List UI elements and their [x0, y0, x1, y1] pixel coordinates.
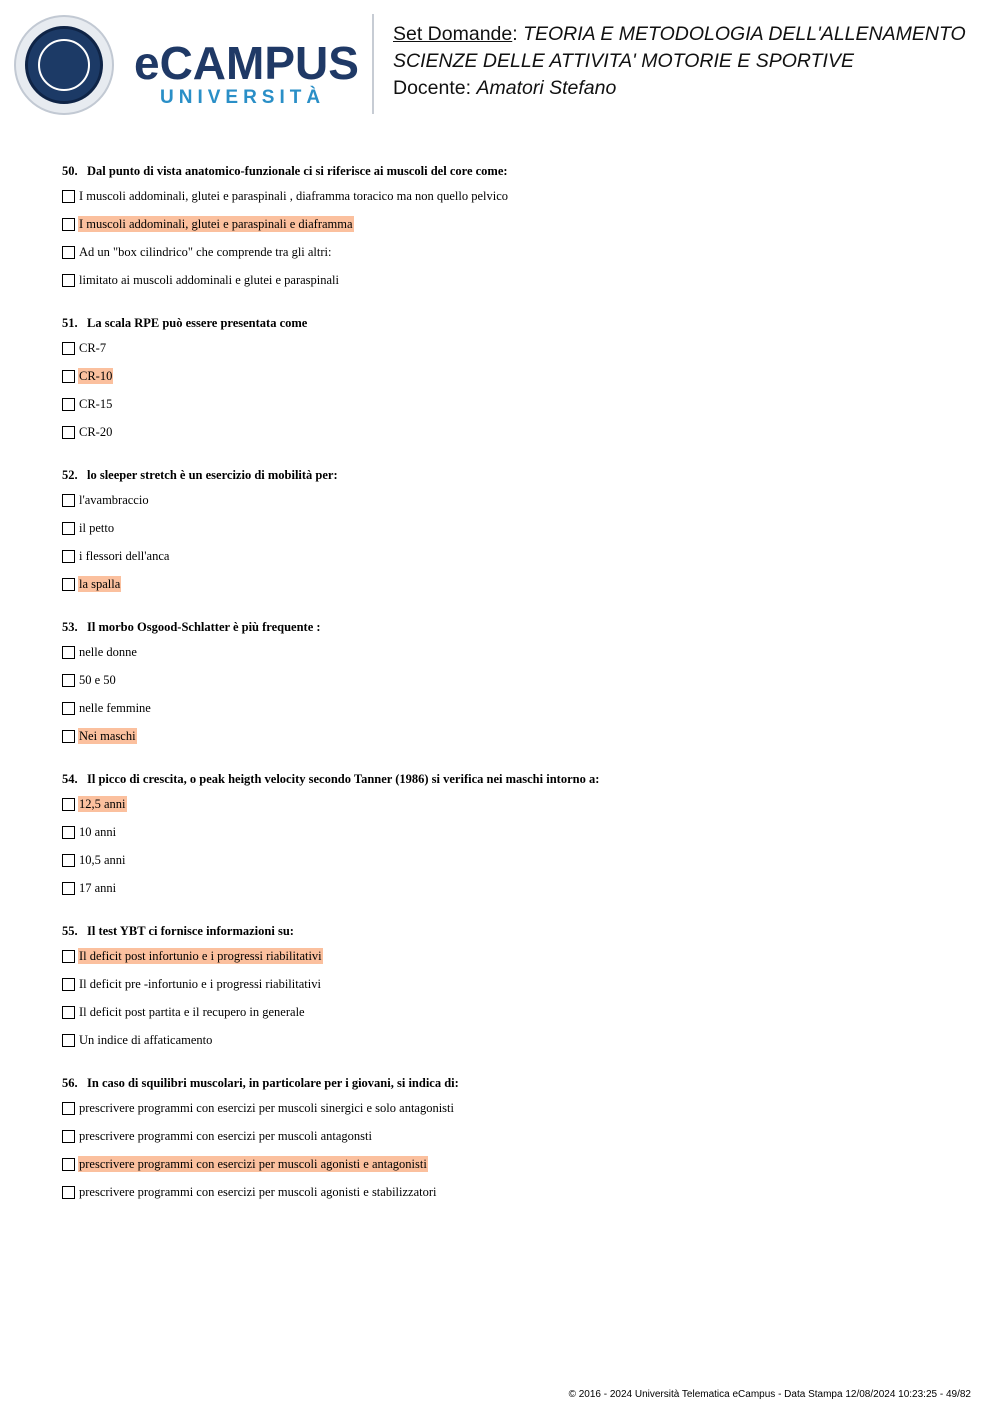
answer-text-correct: CR-10: [79, 369, 113, 383]
question-text: La scala RPE può essere presentata come: [87, 316, 308, 330]
answer-option[interactable]: [62, 1156, 962, 1184]
question-spacer: [62, 1212, 962, 1226]
question-text: lo sleeper stretch è un esercizio di mobilità per:: [87, 468, 338, 482]
answer-text: 17 anni: [79, 881, 117, 895]
question-number: 53.: [62, 620, 78, 634]
answer-text: 10,5 anni: [79, 853, 126, 867]
course-degree-line: [393, 48, 966, 75]
answer-text: CR-20: [79, 425, 113, 439]
question-block: [62, 1074, 962, 1226]
answer-text: Il deficit post partita e il recupero in generale: [79, 1005, 305, 1019]
answer-checkbox[interactable]: [62, 798, 75, 811]
answer-option[interactable]: [62, 396, 962, 424]
university-seal-logo: [14, 15, 114, 115]
answer-text-correct: Nei maschi: [79, 729, 136, 743]
answer-option[interactable]: [62, 1184, 962, 1212]
answer-text: 10 anni: [79, 825, 117, 839]
question-list: [62, 162, 962, 1226]
answer-text: CR-7: [79, 341, 107, 355]
answer-checkbox[interactable]: [62, 1130, 75, 1143]
answer-checkbox[interactable]: [62, 702, 75, 715]
answer-checkbox[interactable]: [62, 578, 75, 591]
answer-checkbox[interactable]: [62, 854, 75, 867]
question-block: [62, 314, 962, 466]
answer-option[interactable]: [62, 1128, 962, 1156]
question-text: Il picco di crescita, o peak heigth velocity secondo Tanner (1986) si verifica nei maschi intorno a:: [87, 772, 600, 786]
question-block: [62, 770, 962, 922]
question-spacer: [62, 452, 962, 466]
answer-checkbox[interactable]: [62, 426, 75, 439]
page-header: [0, 0, 1000, 130]
question-number: 50.: [62, 164, 78, 178]
question-title: [62, 314, 962, 340]
answer-checkbox[interactable]: [62, 1158, 75, 1171]
answer-checkbox[interactable]: [62, 1034, 75, 1047]
answer-text: prescrivere programmi con esercizi per muscoli agonisti e stabilizzatori: [79, 1185, 437, 1199]
answer-checkbox[interactable]: [62, 1102, 75, 1115]
brand-subtitle: UNIVERSITÀ: [160, 87, 326, 108]
question-block: [62, 466, 962, 618]
answer-option[interactable]: [62, 576, 962, 604]
question-number: 51.: [62, 316, 78, 330]
question-title: [62, 466, 962, 492]
answer-checkbox[interactable]: [62, 190, 75, 203]
answer-option[interactable]: [62, 188, 962, 216]
answer-text: nelle donne: [79, 645, 137, 659]
answer-option[interactable]: [62, 672, 962, 700]
question-number: 56.: [62, 1076, 78, 1090]
question-spacer: [62, 1060, 962, 1074]
answer-option[interactable]: [62, 492, 962, 520]
answer-option[interactable]: [62, 272, 962, 300]
question-text: Il morbo Osgood-Schlatter è più frequente :: [87, 620, 321, 634]
answer-text-correct: 12,5 anni: [79, 797, 126, 811]
brand-name: eCAMPUS: [134, 37, 359, 89]
answer-checkbox[interactable]: [62, 950, 75, 963]
answer-option[interactable]: [62, 728, 962, 756]
set-label: Set Domande: [393, 23, 513, 45]
answer-option[interactable]: [62, 340, 962, 368]
answer-checkbox[interactable]: [62, 398, 75, 411]
answer-text: Un indice di affaticamento: [79, 1033, 213, 1047]
answer-checkbox[interactable]: [62, 1006, 75, 1019]
seal-ring-icon: [38, 39, 90, 91]
answer-option[interactable]: [62, 1032, 962, 1060]
answer-checkbox[interactable]: [62, 826, 75, 839]
question-number: 52.: [62, 468, 78, 482]
answer-option[interactable]: [62, 948, 962, 976]
answer-checkbox[interactable]: [62, 730, 75, 743]
teacher-name: Amatori Stefano: [476, 77, 617, 99]
answer-text: limitato ai muscoli addominali e glutei e paraspinali: [79, 273, 340, 287]
question-title: [62, 1074, 962, 1100]
answer-checkbox[interactable]: [62, 674, 75, 687]
answer-checkbox[interactable]: [62, 646, 75, 659]
answer-option[interactable]: [62, 368, 962, 396]
course-name: TEORIA E METODOLOGIA DELL'ALLENAMENTO: [523, 23, 966, 45]
answer-text: I muscoli addominali, glutei e paraspinali , diaframma toracico ma non quello pelvico: [79, 189, 509, 203]
answer-option[interactable]: [62, 244, 962, 272]
answer-checkbox[interactable]: [62, 218, 75, 231]
answer-checkbox[interactable]: [62, 494, 75, 507]
question-text: In caso di squilibri muscolari, in particolare per i giovani, si indica di:: [87, 1076, 459, 1090]
answer-option[interactable]: [62, 796, 962, 824]
question-title: [62, 770, 962, 796]
answer-option[interactable]: [62, 824, 962, 852]
answer-text: il petto: [79, 521, 115, 535]
answer-option[interactable]: [62, 880, 962, 908]
seal-emblem: [25, 26, 103, 104]
answer-text-correct: I muscoli addominali, glutei e paraspinali e diaframma: [79, 217, 353, 231]
answer-checkbox[interactable]: [62, 1186, 75, 1199]
answer-text: 50 e 50: [79, 673, 116, 687]
answer-checkbox[interactable]: [62, 978, 75, 991]
course-title-line: [393, 21, 966, 48]
answer-text-correct: la spalla: [79, 577, 121, 591]
answer-option[interactable]: [62, 424, 962, 452]
page-footer: © 2016 - 2024 Università Telematica eCampus - Data Stampa 12/08/2024 10:23:25 - 49/82: [568, 1389, 971, 1400]
answer-option[interactable]: [62, 548, 962, 576]
answer-option[interactable]: [62, 852, 962, 880]
answer-text: CR-15: [79, 397, 113, 411]
question-block: [62, 618, 962, 770]
question-spacer: [62, 756, 962, 770]
teacher-label: Docente:: [393, 77, 477, 99]
header-divider: [372, 14, 374, 114]
answer-checkbox[interactable]: [62, 342, 75, 355]
answer-checkbox[interactable]: [62, 246, 75, 259]
answer-text: prescrivere programmi con esercizi per muscoli antagonsti: [79, 1129, 372, 1143]
teacher-line: [393, 75, 966, 102]
question-title: [62, 162, 962, 188]
answer-text: Il deficit pre -infortunio e i progressi riabilitativi: [79, 977, 321, 991]
answer-text: nelle femmine: [79, 701, 151, 715]
answer-text-correct: Il deficit post infortunio e i progressi riabilitativi: [79, 949, 322, 963]
answer-text: i flessori dell'anca: [79, 549, 170, 563]
answer-text: prescrivere programmi con esercizi per muscoli sinergici e solo antagonisti: [79, 1101, 454, 1115]
answer-text-correct: prescrivere programmi con esercizi per muscoli agonisti e antagonisti: [79, 1157, 427, 1171]
question-number: 54.: [62, 772, 78, 786]
answer-text: l'avambraccio: [79, 493, 149, 507]
course-degree: SCIENZE DELLE ATTIVITA' MOTORIE E SPORTIVE: [393, 50, 854, 72]
set-separator: :: [512, 23, 524, 45]
question-text: Il test YBT ci fornisce informazioni su:: [87, 924, 294, 938]
answer-checkbox[interactable]: [62, 550, 75, 563]
answer-checkbox[interactable]: [62, 274, 75, 287]
answer-checkbox[interactable]: [62, 370, 75, 383]
question-spacer: [62, 604, 962, 618]
question-block: [62, 922, 962, 1074]
answer-option[interactable]: [62, 216, 962, 244]
answer-option[interactable]: [62, 1100, 962, 1128]
answer-option[interactable]: [62, 1004, 962, 1032]
answer-text: Ad un "box cilindrico" che comprende tra gli altri:: [79, 245, 332, 259]
question-number: 55.: [62, 924, 78, 938]
answer-checkbox[interactable]: [62, 882, 75, 895]
question-spacer: [62, 300, 962, 314]
answer-option[interactable]: [62, 976, 962, 1004]
answer-option[interactable]: [62, 700, 962, 728]
course-info: [393, 21, 966, 102]
answer-option[interactable]: [62, 644, 962, 672]
answer-option[interactable]: [62, 520, 962, 548]
question-spacer: [62, 908, 962, 922]
question-block: [62, 162, 962, 314]
question-title: [62, 618, 962, 644]
question-title: [62, 922, 962, 948]
answer-checkbox[interactable]: [62, 522, 75, 535]
question-text: Dal punto di vista anatomico-funzionale ci si riferisce ai muscoli del core come:: [87, 164, 508, 178]
